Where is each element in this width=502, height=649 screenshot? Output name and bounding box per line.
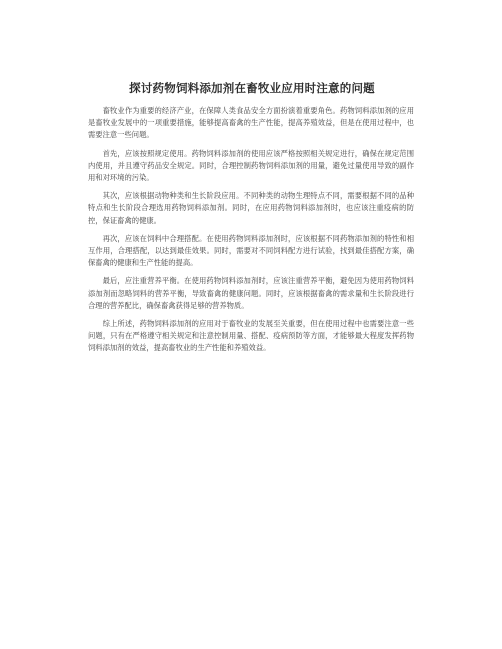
paragraph-intro: 畜牧业作为重要的经济产业，在保障人类食品安全方面扮演着重要角色。药物饲料添加剂的应用是畜牧业发展中的一项重要措施，能够提高畜禽的生产性能，提高养殖效益，但是在使用过程中，也需要注意一些问题。 (88, 106, 414, 140)
document-title: 探讨药物饲料添加剂在畜牧业应用时注意的问题 (129, 81, 375, 95)
paragraph-third: 再次，应该在饲料中合理搭配。在使用药物饲料添加剂时，应该根据不同药物添加剂的特性和相互作用，合理搭配，以达到最佳效果。同时，需要对不同饲料配方进行试验，找到最佳搭配方案，确保畜禽的健康和生产性能的提高。 (88, 233, 414, 268)
paragraph-first: 首先，应该按照规定使用。药物饲料添加剂的使用应该严格按照相关规定进行，确保在规定范围内使用，并且遵守药品安全规定。同时，合理控制药物饲料添加剂的用量，避免过量使用导致的副作用和对环境的污染。 (88, 148, 414, 183)
paragraph-second: 其次，应该根据动物种类和生长阶段应用。不同种类的动物生理特点不同，需要根据不同的品种特点和生长阶段合理选用药物饲料添加剂。同时，在应用药物饲料添加剂时，也应该注重疫病的防控，保证畜禽的健康。 (88, 191, 414, 225)
document-body (88, 105, 414, 361)
paragraph-conclusion: 综上所述，药物饲料添加剂的应用对于畜牧业的发展至关重要，但在使用过程中也需要注意一些问题，只有在严格遵守相关规定和注意控制用量、搭配、疫病预防等方面，才能够最大程度发挥药物饲料添加剂的效益，提高畜牧业的生产性能和养殖效益。 (88, 319, 414, 353)
paragraph-last: 最后，应注重营养平衡。在使用药物饲料添加剂时，应该注重营养平衡，避免因为使用药物饲料添加剂而忽略饲料的营养平衡，导致畜禽的健康问题。同时，应该根据畜禽的需求量和生长阶段进行合理的营养配比，确保畜禽获得足够的营养物质。 (88, 276, 414, 310)
